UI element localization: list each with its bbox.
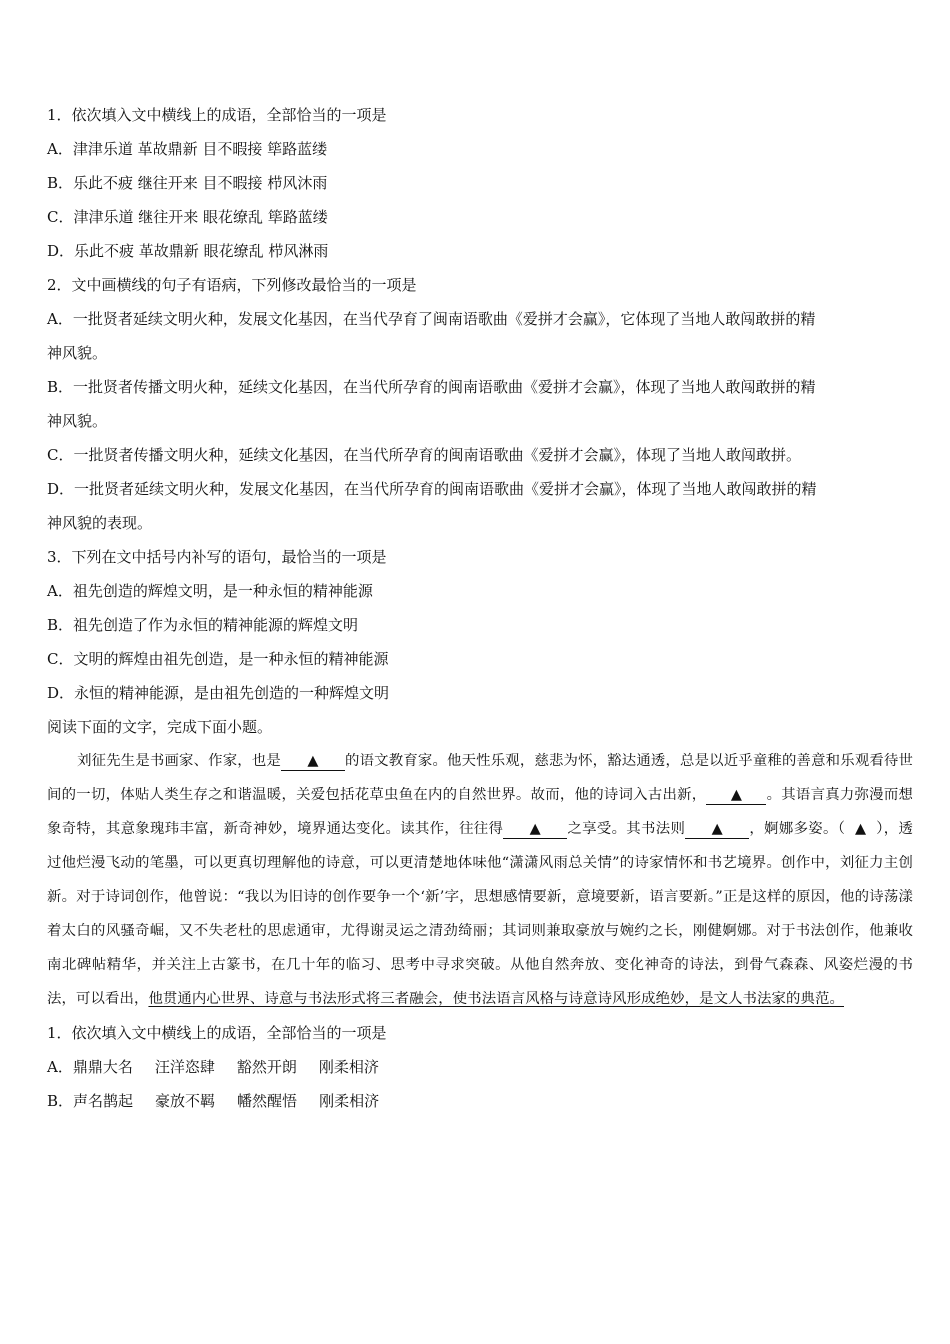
q2-option-a-line2: 神风貌。 — [47, 344, 108, 362]
q4-option-a-term-2: 汪洋恣肆 — [154, 1058, 215, 1076]
q1-stem: 1．依次填入文中横线上的成语，全部恰当的一项是 — [47, 106, 387, 124]
reading-passage — [47, 744, 913, 1016]
passage-text-5: ，婀娜多姿。（ — [749, 821, 846, 837]
q4-option-b-term-3: 幡然醒悟 — [237, 1092, 298, 1110]
q4-stem: 1．依次填入文中横线上的成语，全部恰当的一项是 — [47, 1024, 387, 1042]
fill-blank-3: ▲ — [503, 820, 567, 839]
passage-text-2: 的语文教育家。他天性乐观，慈悲为怀，豁达通透，总是以近乎童稚的善意和乐观看待世间的一切，体贴人类生存之和谐温暖，关爱包括花草虫鱼在内的自然世界。故而，他的诗词入古出新， — [47, 753, 913, 803]
q2-stem: 2．文中画横线的句子有语病，下列修改最恰当的一项是 — [47, 276, 417, 294]
paren-blank-mark: ▲ — [855, 821, 867, 837]
q1-option-c: C．津津乐道 继往开来 眼花缭乱 筚路蓝缕 — [47, 208, 328, 226]
q3-stem: 3．下列在文中括号内补写的语句，最恰当的一项是 — [47, 548, 387, 566]
q1-option-a: A．津津乐道 革故鼎新 目不暇接 筚路蓝缕 — [47, 140, 328, 158]
q4-option-a — [47, 1050, 913, 1084]
reading-instruction: 阅读下面的文字，完成下面小题。 — [47, 718, 273, 736]
q1-option-d: D．乐此不疲 革故鼎新 眼花缭乱 栉风淋雨 — [47, 242, 329, 260]
fill-blank-1: ▲ — [281, 752, 345, 771]
paren-blank — [845, 821, 876, 837]
passage-text-1: 刘征先生是书画家、作家，也是 — [77, 753, 281, 769]
document-page — [47, 98, 913, 1118]
passage-text-6: ），透过他烂漫飞动的笔墨，可以更真切理解他的诗意，可以更清楚地体味他“潇潇风雨总关情”的诗家情怀和书艺境界。创作中，刘征力主创新。对于诗词创作，他曾说：“我以为旧诗的创作要争一个‘新’字，思想感情要新，意境要新，语言要新。”正是这样的原因，他的诗荡漾着太白的风骚奇崛，又不失老杜的思虑通审，尤得谢灵运之清劲绮丽；其词则兼取豪放与婉约之长，刚健婀娜。对于书法创作，他兼收南北碑帖精华，并关注上古篆书，在几十年的临习、思考中寻求突破。从他自然奔放、变化神奇的诗法，到骨气森森、风姿烂漫的书法，可以看出， — [47, 821, 913, 1007]
q4-option-a-term-1: A．鼎鼎大名 — [47, 1058, 133, 1076]
q2-option-b-line2: 神风貌。 — [47, 412, 108, 430]
q3-option-d: D．永恒的精神能源，是由祖先创造的一种辉煌文明 — [47, 684, 390, 702]
q2-option-d-line2: 神风貌的表现。 — [47, 514, 153, 532]
q4-option-b-term-1: B．声名鹊起 — [47, 1092, 134, 1110]
fill-blank-4: ▲ — [685, 820, 749, 839]
passage-text-4: 之享受。其书法则 — [567, 821, 686, 837]
underlined-sentence: 他贯通内心世界、诗意与书法形式将三者融会，使书法语言风格与诗意诗风形成绝妙，是文人书法家的典范。 — [148, 991, 844, 1007]
q4-option-b-term-4: 刚柔相济 — [319, 1092, 380, 1110]
passage-text-3: 。其语言真力弥漫而想象奇特，其意象瑰玮丰富，新奇神妙，境界通达变化。读其作，往往得 — [47, 787, 913, 837]
fill-blank-2: ▲ — [706, 786, 766, 805]
q3-option-a: A．祖先创造的辉煌文明，是一种永恒的精神能源 — [47, 582, 373, 600]
q2-option-b-line1: B．一批贤者传播文明火种，延续文化基因，在当代所孕育的闽南语歌曲《爱拼才会赢》，体现了当地人敢闯敢拼的精 — [47, 378, 816, 396]
q4-option-a-term-3: 豁然开朗 — [236, 1058, 297, 1076]
q4-option-b-term-2: 豪放不羁 — [155, 1092, 216, 1110]
q2-option-c: C．一批贤者传播文明火种，延续文化基因，在当代所孕育的闽南语歌曲《爱拼才会赢》，体现了当地人敢闯敢拼。 — [47, 446, 801, 464]
q3-option-b: B．祖先创造了作为永恒的精神能源的辉煌文明 — [47, 616, 359, 634]
q4-option-b — [47, 1084, 913, 1118]
q4-option-a-term-4: 刚柔相济 — [318, 1058, 379, 1076]
q2-option-a-line1: A．一批贤者延续文明火种，发展文化基因，在当代孕育了闽南语歌曲《爱拼才会赢》，它体现了当地人敢闯敢拼的精 — [47, 310, 816, 328]
q1-option-b: B．乐此不疲 继往开来 目不暇接 栉风沐雨 — [47, 174, 328, 192]
q2-option-d-line1: D．一批贤者延续文明火种，发展文化基因，在当代所孕育的闽南语歌曲《爱拼才会赢》，体现了当地人敢闯敢拼的精 — [47, 480, 817, 498]
q3-option-c: C．文明的辉煌由祖先创造，是一种永恒的精神能源 — [47, 650, 389, 668]
